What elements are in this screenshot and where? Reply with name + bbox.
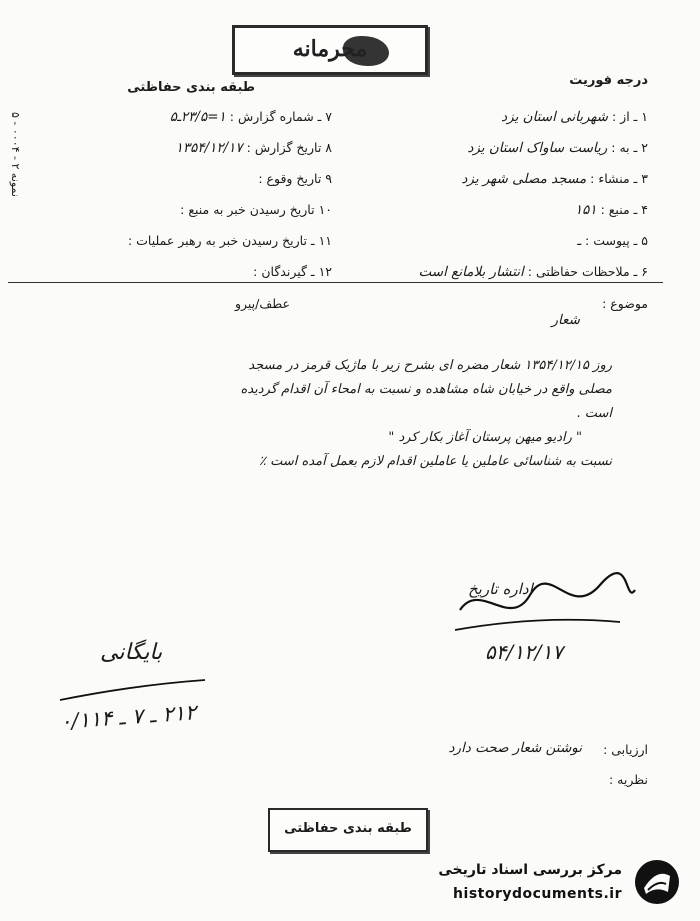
field-label: ۲ ـ به : <box>611 140 648 155</box>
field-label: ۸ تاریخ گزارش : <box>246 140 332 155</box>
urgency-header: درجه فوریت <box>569 73 648 88</box>
field-label: ۱۲ ـ گیرندگان : <box>253 264 332 279</box>
margin-note-archive: بایگانی <box>100 640 163 665</box>
field-value: ۱۳۵۴/۱۲/۱۷ <box>175 140 243 156</box>
field-value: شهربانی استان یزد <box>501 109 608 125</box>
left-field-list <box>12 109 332 295</box>
opinion-label: نظریه : <box>609 772 648 787</box>
margin-underline <box>55 670 215 710</box>
body-line: نسبت به شناسائی عاملین یا عاملین اقدام لازم بعمل آمده است ٪ <box>259 454 612 469</box>
field-attachment <box>358 233 648 264</box>
form-number-note: نمونه ۲ - ۰۰۰۴ - ۵ <box>9 112 22 197</box>
field-label: ۱۱ ـ تاریخ رسیدن خبر به رهبر عملیات : <box>127 233 332 248</box>
top-stamp-text: محرمانه <box>292 36 368 62</box>
field-report-date <box>12 140 332 171</box>
field-label: ۹ تاریخ وقوع : <box>258 171 332 186</box>
right-field-list <box>358 109 648 295</box>
body-line: روز ۱۳۵۴/۱۲/۱۵ شعار مضره ای بشرح زیر با ماژیک قرمز در مسجد <box>248 358 612 373</box>
field-source-received-date <box>12 202 332 233</box>
section-divider <box>8 282 663 283</box>
field-value: مسجد مصلی شهر یزد <box>461 171 587 187</box>
signature-date: ۵۴/۱۲/۱۷ <box>485 640 563 664</box>
classification-header: طبقه بندی حفاظتی <box>127 80 255 95</box>
field-origin <box>358 171 648 202</box>
assessment-value: نوشتن شعار صحت دارد <box>448 740 582 756</box>
assessment-label: ارزیابی : <box>603 742 648 757</box>
field-value: ریاست ساواک استان یزد <box>467 140 608 156</box>
bottom-stamp-text: طبقه بندی حفاظتی <box>284 821 412 836</box>
signature-handwriting: اداره تاریخ <box>468 580 533 598</box>
field-event-date <box>12 171 332 202</box>
field-label: ۴ ـ منبع : <box>600 202 648 217</box>
logo-title: مرکز بررسی اسناد تاریخی <box>438 862 622 878</box>
field-value: ـ <box>577 233 582 249</box>
logo-url: historydocuments.ir <box>453 886 622 902</box>
field-security-notes <box>358 264 648 295</box>
field-label: ۵ ـ پیوست : <box>585 233 648 248</box>
field-value: ۱۵۱ <box>574 202 597 218</box>
field-label: ۳ ـ منشاء : <box>590 171 648 186</box>
bottom-classification-stamp <box>268 808 428 852</box>
field-label: ۱۰ تاریخ رسیدن خبر به منبع : <box>180 202 332 217</box>
field-report-number <box>12 109 332 140</box>
slogan-quote: " رادیو میهن پرستان آغاز بکار کرد " <box>388 430 582 445</box>
field-source <box>358 202 648 233</box>
archive-logo-icon <box>632 858 682 906</box>
field-label: ۷ ـ شماره گزارش : <box>229 109 332 124</box>
subject-value: شعار <box>551 312 580 328</box>
report-body <box>92 354 612 474</box>
margin-note-file-number: ۲۱۲ ـ ۷ ـ ۰/۱۱۴ <box>59 700 198 734</box>
field-to <box>358 140 648 171</box>
body-line: مصلی واقع در خیابان شاه مشاهده و نسبت به امحاء آن اقدام گردیده <box>240 382 612 397</box>
subject-label: موضوع : <box>602 296 648 311</box>
field-value: ۱=۲۳/۵ـ۵ <box>169 109 226 125</box>
field-recipients <box>12 264 332 295</box>
field-ops-received-date <box>12 233 332 264</box>
field-label: ۶ ـ ملاحظات حفاظتی : <box>527 264 648 279</box>
body-line: است . <box>576 406 612 421</box>
field-label: ۱ ـ از : <box>611 109 648 124</box>
field-from <box>358 109 648 140</box>
reference-note: عطف/پیرو <box>234 296 290 311</box>
field-value: انتشار بلامانع است <box>418 264 524 280</box>
top-classification-stamp <box>232 25 428 75</box>
